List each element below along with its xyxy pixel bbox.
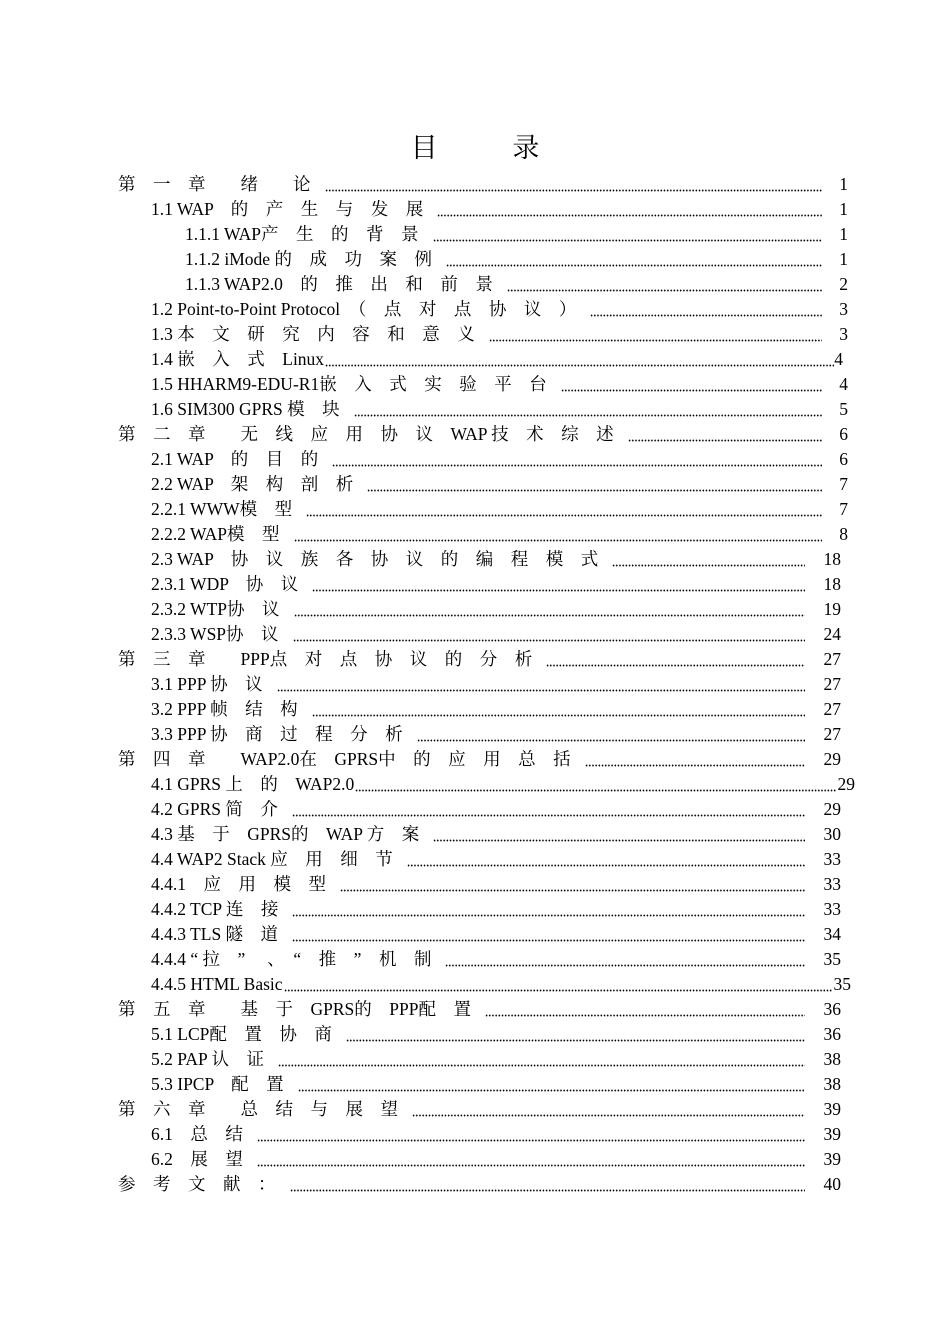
toc-entry-label: 第 一 章 绪 论	[118, 174, 311, 194]
toc-entry[interactable]	[0, 322, 950, 347]
dot-leader	[445, 947, 805, 972]
toc-entry[interactable]	[0, 1097, 950, 1122]
toc-entry[interactable]	[0, 772, 950, 797]
toc-entry-page-number: 8	[839, 524, 848, 544]
toc-entry-label: 参 考 文 献 ：	[118, 1174, 276, 1194]
toc-entry-page-number: 29	[823, 799, 841, 819]
toc-entry[interactable]	[0, 922, 950, 947]
dot-leader	[346, 1022, 805, 1047]
toc-entry[interactable]	[0, 897, 950, 922]
toc-entry-page-number: 6	[839, 424, 848, 444]
toc-entry[interactable]	[0, 797, 950, 822]
dot-leader	[292, 797, 805, 822]
toc-entry-page-number: 1	[839, 199, 848, 219]
toc-entry-label: 5.1 LCP配 置 协 商	[151, 1024, 332, 1044]
toc-entry[interactable]	[0, 622, 950, 647]
toc-entry[interactable]	[0, 747, 950, 772]
toc-entry-label: 2.3 WAP 协 议 族 各 协 议 的 编 程 模 式	[151, 549, 599, 569]
dot-leader	[417, 722, 805, 747]
toc-entry[interactable]	[0, 297, 950, 322]
toc-entry[interactable]	[0, 947, 950, 972]
toc-entry-page-number: 1	[839, 224, 848, 244]
toc-entry[interactable]	[0, 422, 950, 447]
dot-leader	[292, 922, 805, 947]
toc-entry[interactable]	[0, 872, 950, 897]
toc-entry-page-number: 4	[834, 349, 843, 369]
dot-leader	[294, 522, 822, 547]
toc-entry-label: 2.3.1 WDP 协 议	[151, 574, 299, 594]
toc-entry-label: 4.4.2 TCP 连 接	[151, 899, 279, 919]
dot-leader	[312, 697, 805, 722]
toc-entry-page-number: 27	[823, 674, 841, 694]
toc-entry[interactable]	[0, 847, 950, 872]
toc-entry-label: 第 二 章 无 线 应 用 协 议 WAP 技 术 综 述	[118, 424, 614, 444]
dot-leader	[325, 347, 834, 372]
toc-entry-page-number: 1	[839, 174, 848, 194]
dot-leader	[294, 597, 806, 622]
toc-entry-label: 3.1 PPP 协 议	[151, 674, 263, 694]
dot-leader	[407, 847, 805, 872]
toc-entry-page-number: 27	[823, 649, 841, 669]
toc-entry-page-number: 29	[837, 774, 855, 794]
dot-leader	[489, 322, 822, 347]
toc-entry[interactable]	[0, 222, 950, 247]
toc-entry-page-number: 33	[823, 874, 841, 894]
toc-entry-label: 4.2 GPRS 简 介	[151, 799, 278, 819]
toc-entry-label: 2.2.1 WWW模 型	[151, 499, 293, 519]
toc-entry-label: 4.4.1 应 用 模 型	[151, 874, 326, 894]
toc-entry[interactable]	[0, 822, 950, 847]
toc-entry-label: 1.1 WAP 的 产 生 与 发 展	[151, 199, 424, 219]
toc-entry[interactable]	[0, 572, 950, 597]
toc-entry-page-number: 27	[823, 699, 841, 719]
toc-entry-label: 4.1 GPRS 上 的 WAP2.0	[151, 774, 355, 794]
toc-entry[interactable]	[0, 672, 950, 697]
dot-leader	[507, 272, 822, 297]
toc-entry-page-number: 27	[823, 724, 841, 744]
dot-leader	[284, 972, 832, 997]
toc-entry-label: 4.4.3 TLS 隧 道	[151, 924, 279, 944]
toc-entry-label: 4.4.5 HTML Basic	[151, 974, 283, 994]
dot-leader	[325, 172, 823, 197]
toc-entry[interactable]	[0, 372, 950, 397]
toc-entry-page-number: 4	[839, 374, 848, 394]
toc-entry-label: 2.2 WAP 架 构 剖 析	[151, 474, 354, 494]
toc-entry[interactable]	[0, 1047, 950, 1072]
toc-entry[interactable]	[0, 447, 950, 472]
toc-entry-label: 4.4 WAP2 Stack 应 用 细 节	[151, 849, 393, 869]
dot-leader	[354, 397, 822, 422]
dot-leader	[367, 472, 822, 497]
toc-entry-page-number: 3	[839, 324, 848, 344]
toc-entry-label: 第 四 章 WAP2.0在 GPRS中 的 应 用 总 括	[118, 749, 571, 769]
page-title: 目 录	[410, 133, 574, 163]
dot-leader	[290, 1172, 806, 1197]
toc-entry[interactable]	[0, 1172, 950, 1197]
toc-entry-label: 2.3.3 WSP协 议	[151, 624, 279, 644]
toc-entry-page-number: 35	[833, 974, 851, 994]
dot-leader	[257, 1147, 805, 1172]
toc-entry-label: 6.2 展 望	[151, 1149, 243, 1169]
toc-entry[interactable]	[0, 272, 950, 297]
dot-leader	[292, 897, 805, 922]
toc-entry-label: 3.3 PPP 协 商 过 程 分 析	[151, 724, 403, 744]
dot-leader	[306, 497, 822, 522]
toc-entry[interactable]	[0, 997, 950, 1022]
toc-entry[interactable]	[0, 647, 950, 672]
toc-entry[interactable]	[0, 197, 950, 222]
toc-entry-page-number: 19	[823, 599, 841, 619]
toc-entry[interactable]	[0, 547, 950, 572]
dot-leader	[590, 297, 822, 322]
toc-entry-page-number: 1	[839, 249, 848, 269]
toc-entry-page-number: 5	[839, 399, 848, 419]
toc-entry-page-number: 3	[839, 299, 848, 319]
toc-entry-page-number: 36	[823, 999, 841, 1019]
dot-leader	[293, 622, 805, 647]
dot-leader	[433, 822, 805, 847]
dot-leader	[446, 247, 822, 272]
toc-entry-page-number: 33	[823, 899, 841, 919]
toc-entry-page-number: 18	[823, 549, 841, 569]
toc-entry[interactable]	[0, 472, 950, 497]
dot-leader	[612, 547, 805, 572]
toc-entry[interactable]	[0, 1122, 950, 1147]
toc-entry[interactable]	[0, 1022, 950, 1047]
dot-leader	[561, 372, 822, 397]
toc-entry-page-number: 35	[823, 949, 841, 969]
toc-entry[interactable]	[0, 1147, 950, 1172]
dot-leader	[340, 872, 805, 897]
toc-entry-label: 1.1.1 WAP产 生 的 背 景	[185, 224, 419, 244]
toc-entry[interactable]	[0, 522, 950, 547]
toc-entry-label: 第 六 章 总 结 与 展 望	[118, 1099, 398, 1119]
toc-entry-label: 1.2 Point-to-Point Protocol （ 点 对 点 协 议 ）	[151, 299, 577, 319]
dot-leader	[355, 772, 836, 797]
dot-leader	[332, 447, 822, 472]
toc-entry-page-number: 7	[839, 474, 848, 494]
toc-entry-page-number: 38	[823, 1074, 841, 1094]
dot-leader	[485, 997, 805, 1022]
toc-entry-label: 2.3.2 WTP协 议	[151, 599, 280, 619]
toc-entry-page-number: 29	[823, 749, 841, 769]
toc-entry-page-number: 24	[823, 624, 841, 644]
dot-leader	[312, 572, 805, 597]
toc-entry-label: 5.3 IPCP 配 置	[151, 1074, 284, 1094]
toc-entry[interactable]	[0, 247, 950, 272]
toc-entry[interactable]	[0, 1072, 950, 1097]
toc-entry-label: 第 三 章 PPP点 对 点 协 议 的 分 析	[118, 649, 533, 669]
dot-leader	[628, 422, 822, 447]
toc-entry-page-number: 36	[823, 1024, 841, 1044]
toc-entry-page-number: 38	[823, 1049, 841, 1069]
toc-entry-label: 第 五 章 基 于 GPRS的 PPP配 置	[118, 999, 471, 1019]
dot-leader	[412, 1097, 805, 1122]
toc-entry[interactable]	[0, 722, 950, 747]
toc-entry-label: 1.5 HHARM9-EDU-R1嵌 入 式 实 验 平 台	[151, 374, 547, 394]
toc-entry[interactable]	[0, 972, 950, 997]
dot-leader	[546, 647, 805, 672]
toc-entry[interactable]	[0, 172, 950, 197]
toc-entry[interactable]	[0, 347, 950, 372]
toc-entry-label: 6.1 总 结	[151, 1124, 243, 1144]
toc-entry-label: 1.6 SIM300 GPRS 模 块	[151, 399, 340, 419]
dot-leader	[278, 1047, 805, 1072]
toc-entry[interactable]	[0, 597, 950, 622]
toc-entry-page-number: 39	[823, 1149, 841, 1169]
toc-entry-label: 1.4 嵌 入 式 Linux	[151, 349, 325, 369]
toc-entry-page-number: 39	[823, 1124, 841, 1144]
toc-entry-label: 1.1.3 WAP2.0 的 推 出 和 前 景	[185, 274, 493, 294]
toc-entry-label: 4.4.4 “ 拉 ” 、 “ 推 ” 机 制	[151, 949, 432, 969]
toc-list	[0, 172, 950, 1197]
toc-entry-page-number: 18	[823, 574, 841, 594]
toc-entry-page-number: 33	[823, 849, 841, 869]
dot-leader	[277, 672, 805, 697]
toc-entry-page-number: 2	[839, 274, 848, 294]
toc-entry-label: 5.2 PAP 认 证	[151, 1049, 264, 1069]
toc-entry-label: 2.1 WAP 的 目 的	[151, 449, 319, 469]
toc-entry-page-number: 30	[823, 824, 841, 844]
toc-entry-label: 4.3 基 于 GPRS的 WAP 方 案	[151, 824, 420, 844]
toc-entry[interactable]	[0, 397, 950, 422]
dot-leader	[437, 197, 822, 222]
toc-entry-page-number: 40	[823, 1174, 841, 1194]
toc-entry-page-number: 34	[823, 924, 841, 944]
dot-leader	[433, 222, 822, 247]
toc-entry-label: 1.3 本 文 研 究 内 容 和 意 义	[151, 324, 475, 344]
dot-leader	[585, 747, 805, 772]
toc-entry-page-number: 6	[839, 449, 848, 469]
dot-leader	[298, 1072, 805, 1097]
toc-entry-label: 3.2 PPP 帧 结 构	[151, 699, 298, 719]
toc-entry-page-number: 7	[839, 499, 848, 519]
toc-entry-label: 1.1.2 iMode 的 成 功 案 例	[185, 249, 432, 269]
toc-entry-label: 2.2.2 WAP模 型	[151, 524, 280, 544]
toc-entry[interactable]	[0, 497, 950, 522]
dot-leader	[257, 1122, 805, 1147]
toc-entry-page-number: 39	[823, 1099, 841, 1119]
toc-entry[interactable]	[0, 697, 950, 722]
